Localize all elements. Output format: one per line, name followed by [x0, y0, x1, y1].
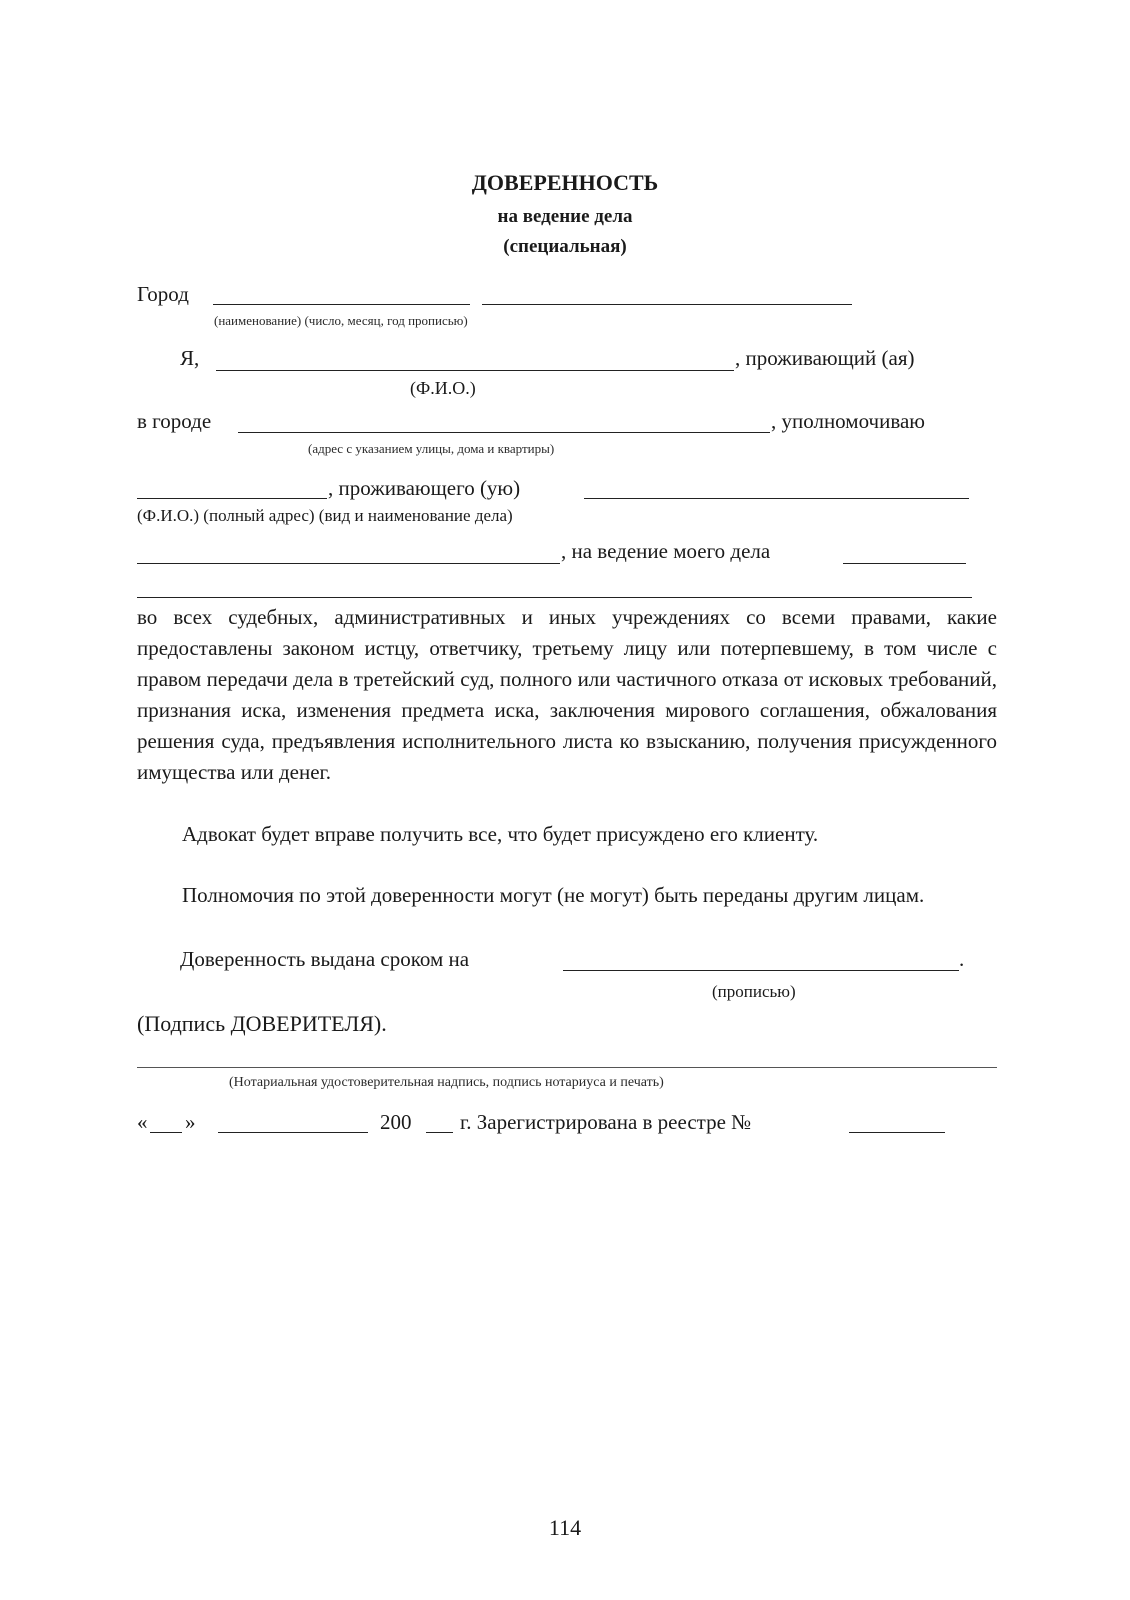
- city-name-blank[interactable]: [213, 304, 470, 305]
- representative-address-blank[interactable]: [584, 498, 969, 499]
- term-blank[interactable]: [563, 970, 959, 971]
- date-words-blank[interactable]: [482, 304, 852, 305]
- document-subtitle: на ведение дела: [497, 206, 633, 227]
- case-type-blank[interactable]: [137, 563, 560, 564]
- address-caption: (адрес с указанием улицы, дома и квартиры): [308, 441, 555, 456]
- authorize-label: , уполномочиваю: [771, 409, 925, 433]
- case-name-blank[interactable]: [843, 563, 966, 564]
- month-blank[interactable]: [218, 1132, 368, 1133]
- document-title: ДОВЕРЕННОСТЬ: [471, 170, 659, 195]
- date-open-quote: «: [137, 1110, 148, 1134]
- powers-paragraph: во всех судебных, административных и иных учреждениях со всеми правами, какие предоставлены законом истцу, ответчику, третьему лицу или потерпевшему, в том числе с правом передачи дела в третейский суд, полного или частичного отказа от исковых требований, признания иска, изменения предмета иска, заключения мирового соглашения, обжалования решения суда, предъявления исполнительного листа ко взысканию, получения присужденного имущества или денег.: [137, 605, 997, 784]
- document-type: (специальная): [503, 236, 627, 257]
- attorney-receipt-paragraph: Адвокат будет вправе получить все, что будет присуждено его клиенту.: [182, 822, 819, 846]
- in-city-label: в городе: [137, 409, 212, 433]
- signature-label: (Подпись ДОВЕРИТЕЛЯ).: [137, 1011, 387, 1036]
- transfer-powers-paragraph: Полномочия по этой доверенности могут (не могут) быть переданы другим лицам.: [182, 883, 925, 907]
- words-caption: (прописью): [712, 982, 796, 1001]
- page-number: 114: [548, 1515, 582, 1540]
- day-blank[interactable]: [150, 1132, 182, 1133]
- term-label: Доверенность выдана сроком на: [180, 947, 470, 971]
- address-blank[interactable]: [238, 432, 770, 433]
- residing2-label: , проживающего (ую): [328, 476, 521, 500]
- year-prefix: 200: [380, 1110, 412, 1134]
- city-label: Город: [137, 282, 189, 306]
- representative-fio-blank[interactable]: [137, 498, 327, 499]
- register-number-blank[interactable]: [849, 1132, 945, 1133]
- residing-label: , проживающий (ая): [735, 346, 915, 370]
- ya-label: Я,: [180, 346, 200, 370]
- registered-label: г. Зарегистрирована в реестре №: [460, 1110, 752, 1134]
- conduct-case-label: , на ведение моего дела: [561, 539, 771, 563]
- fio-blank[interactable]: [216, 370, 734, 371]
- year-suffix-blank[interactable]: [426, 1132, 453, 1133]
- notary-divider: [137, 1067, 997, 1068]
- city-caption: (наименование) (число, месяц, год прописью): [214, 313, 468, 328]
- case-continuation-blank[interactable]: [137, 597, 972, 598]
- term-end: .: [959, 947, 965, 971]
- fio-caption: (Ф.И.О.): [410, 378, 476, 398]
- notary-caption: (Нотариальная удостоверительная надпись, подпись нотариуса и печать): [229, 1075, 664, 1090]
- date-close-quote: »: [185, 1110, 196, 1134]
- fio-address-caption: (Ф.И.О.) (полный адрес) (вид и наименование дела): [137, 506, 513, 525]
